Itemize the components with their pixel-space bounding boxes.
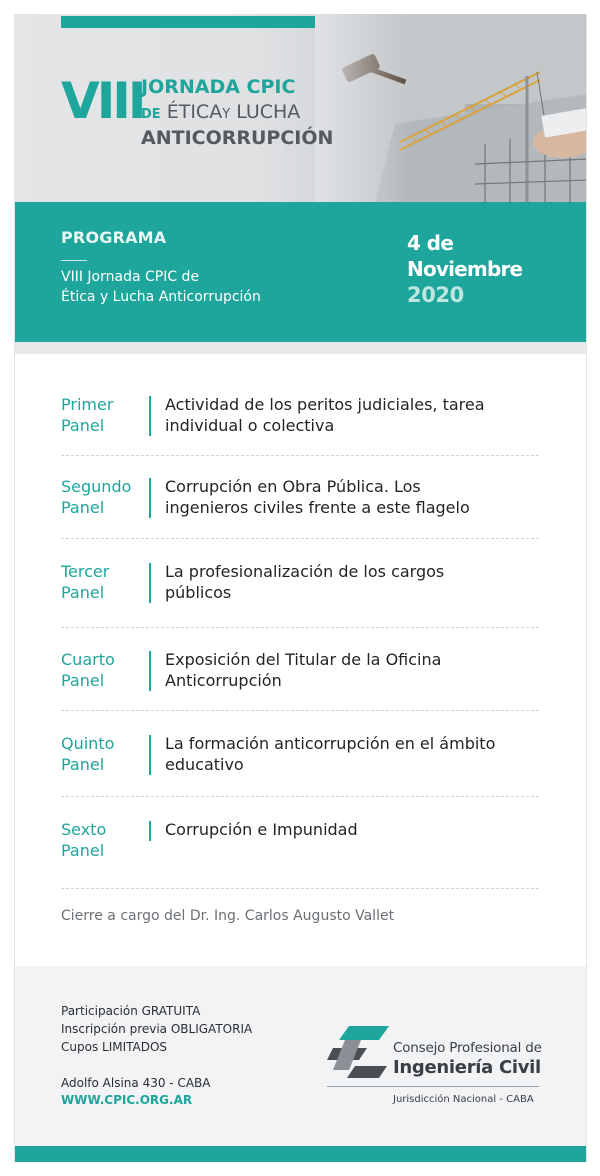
panel-label-line-2: Panel	[61, 498, 105, 517]
footer-address: Adolfo Alsina 430 - CABA	[61, 1076, 211, 1090]
panel-label-line-2: Panel	[61, 755, 105, 774]
panel-description-line-1: La formación anticorrupción en el ámbito	[165, 734, 496, 753]
title-line-3: ANTICORRUPCIÓN	[141, 127, 334, 149]
panel-description-line-1: La profesionalización de los cargos	[165, 562, 445, 581]
cpic-logo-mark-icon	[327, 1026, 395, 1078]
panel-label-line-1: Cuarto	[61, 650, 115, 669]
panel-label-line-1: Primer	[61, 395, 114, 414]
panel-description-line-2: educativo	[165, 755, 244, 774]
panel-description-line-1: Exposición del Titular de la Oficina	[165, 650, 442, 669]
panel-label-line-2: Panel	[61, 841, 105, 860]
panel-description	[165, 649, 541, 691]
panel-description	[165, 819, 541, 840]
panel-divider	[61, 455, 539, 456]
panel-divider	[61, 627, 539, 628]
title-etica: ÉTICA	[166, 101, 223, 123]
footer-info-registration: Inscripción previa OBLIGATORIA	[61, 1022, 253, 1036]
panel-label-line-1: Tercer	[61, 562, 110, 581]
panel-description	[165, 733, 541, 775]
panel-description-line-1: Corrupción en Obra Pública. Los	[165, 477, 421, 496]
panel-description	[165, 476, 541, 518]
panel-accent-bar	[149, 563, 151, 603]
footer-info-participation: Participación GRATUITA	[61, 1004, 201, 1018]
panel-label	[61, 561, 145, 603]
title-lucha: LUCHA	[236, 101, 301, 123]
panel-description	[165, 394, 541, 436]
panel-label-line-1: Sexto	[61, 820, 107, 839]
footer	[15, 966, 587, 1146]
panel-accent-bar	[149, 478, 151, 518]
logo-text-line-1: Consejo Profesional de	[393, 1040, 542, 1056]
title-y: Y	[222, 107, 231, 122]
panel-label-line-1: Quinto	[61, 734, 115, 753]
panel-accent-bar	[149, 651, 151, 691]
panel-accent-bar	[149, 396, 151, 436]
logo-text-line-2: Ingeniería Civil	[393, 1057, 541, 1078]
title-roman-numeral: VIII	[61, 72, 144, 130]
program-subtitle-line-2: Ética y Lucha Anticorrupción	[61, 289, 261, 305]
footer-accent-bar	[15, 1146, 587, 1162]
panel-description-line-1: Actividad de los peritos judiciales, tarea	[165, 395, 485, 414]
footer-info-capacity: Cupos LIMITADOS	[61, 1040, 168, 1054]
program-divider	[61, 260, 87, 261]
panel-description-line-2: ingenieros civiles frente a este flagelo	[165, 498, 470, 517]
logo-divider	[327, 1086, 539, 1087]
header-banner	[15, 14, 587, 202]
panel-description	[165, 561, 541, 603]
panel-label	[61, 819, 145, 861]
cpic-logo	[327, 1024, 542, 1114]
panel-description-line-2: Anticorrupción	[165, 671, 282, 690]
panel-label	[61, 733, 145, 775]
program-label: PROGRAMA	[61, 228, 167, 247]
program-subtitle-line-1: VIII Jornada CPIC de	[61, 269, 200, 285]
closing-note: Cierre a cargo del Dr. Ing. Carlos Augusto Vallet	[61, 908, 395, 924]
program-band	[15, 202, 587, 342]
event-date-day: 4 de	[407, 231, 454, 255]
title-de: DE	[141, 107, 161, 122]
event-date-year: 2020	[407, 283, 464, 307]
panel-label	[61, 476, 145, 518]
panel-label	[61, 649, 145, 691]
panel-label-line-1: Segundo	[61, 477, 132, 496]
title-line-1: JORNADA CPIC	[141, 76, 296, 98]
construction-crane-photo	[315, 14, 587, 202]
panel-divider	[61, 538, 539, 539]
panel-accent-bar	[149, 735, 151, 775]
title-line-2	[141, 101, 300, 126]
panel-description-line-2: públicos	[165, 583, 232, 602]
event-date-month: Noviembre	[407, 257, 523, 281]
band-shadow	[15, 342, 587, 354]
panel-accent-bar	[149, 821, 151, 841]
panel-description-line-2: individual o colectiva	[165, 416, 335, 435]
logo-text-line-3: Jurisdicción Nacional - CABA	[393, 1094, 534, 1105]
panel-divider	[61, 710, 539, 711]
panel-label	[61, 394, 145, 436]
event-flyer	[14, 14, 587, 1162]
panel-divider	[61, 888, 539, 889]
footer-website-link[interactable]: WWW.CPIC.ORG.AR	[61, 1093, 193, 1107]
panel-divider	[61, 796, 539, 797]
panel-description-line-1: Corrupción e Impunidad	[165, 820, 358, 839]
panel-label-line-2: Panel	[61, 671, 105, 690]
panel-label-line-2: Panel	[61, 416, 105, 435]
panel-label-line-2: Panel	[61, 583, 105, 602]
